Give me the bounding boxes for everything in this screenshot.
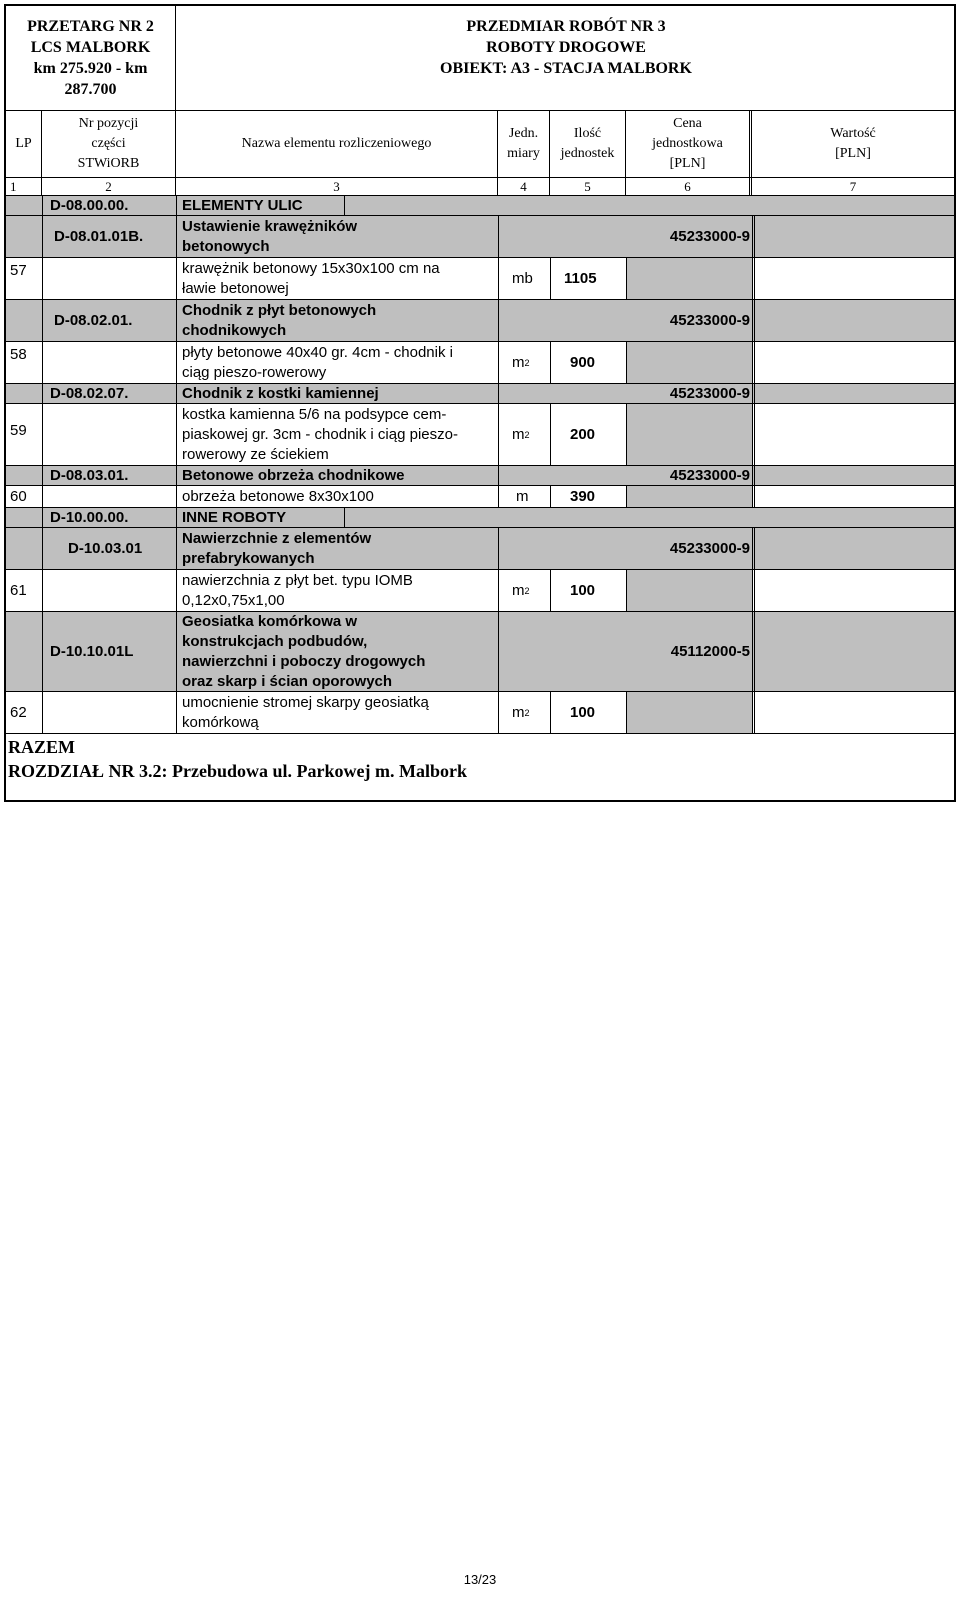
title-line: ROBOTY DROGOWE: [486, 39, 646, 56]
item-description: umocnienie stromej skarpy geosiatką komórkową: [182, 693, 429, 731]
title-line: PRZEDMIAR ROBÓT NR 3: [466, 18, 666, 35]
item-quantity: 100: [570, 704, 596, 721]
item-row: [6, 486, 954, 508]
subsection-row: [6, 466, 954, 486]
item-lp: 57: [10, 262, 27, 279]
title-line: OBIEKT: A3 - STACJA MALBORK: [440, 60, 692, 77]
item-unit: m 2: [512, 582, 530, 599]
subsection-code: D-10.03.01: [68, 540, 143, 557]
unit-price-cell: [627, 404, 752, 465]
item-row: [6, 258, 954, 300]
item-description: nawierzchnia z płyt bet. typu IOMB 0,12x0,75x1,00: [182, 571, 413, 609]
subsection-name: Chodnik z płyt betonowych chodnikowych: [182, 301, 377, 339]
tender-line: LCS MALBORK: [30, 39, 151, 56]
item-description: płyty betonowe 40x40 gr. 4cm - chodnik i ciąg pieszo-rowerowy: [182, 343, 453, 381]
item-row: [6, 692, 954, 734]
cpv-code: 45233000-9: [669, 228, 750, 245]
cpv-code: 45233000-9: [669, 385, 750, 402]
cpv-code: 45233000-9: [669, 467, 750, 484]
razem-label: RAZEM: [8, 737, 75, 757]
column-header-row: [6, 110, 954, 178]
subsection-name: Betonowe obrzeża chodnikowe: [182, 467, 405, 484]
document-title: [178, 6, 954, 110]
item-quantity: 200: [570, 426, 596, 443]
section-code: D-10.00.00.: [50, 509, 129, 526]
item-lp: 62: [10, 704, 27, 721]
col-num: 5: [550, 178, 626, 195]
document-header: [6, 6, 954, 111]
col-num: 3: [176, 178, 498, 195]
item-description: obrzeża betonowe 8x30x100: [182, 488, 374, 505]
subsection-row: [6, 612, 954, 692]
subsection-code: D-08.02.07.: [50, 385, 129, 402]
item-lp: 60: [10, 488, 27, 505]
item-unit: m: [516, 488, 529, 505]
subsection-name: Chodnik z kostki kamiennej: [182, 385, 379, 402]
col-num: 1: [6, 178, 42, 195]
col-nazwa-header: Nazwa elementu rozliczeniowego: [176, 110, 498, 177]
col-jedn-header: Jedn. miary: [498, 110, 550, 177]
col-cena-header: Cena jednostkowa [PLN]: [626, 110, 752, 177]
item-lp: 61: [10, 582, 27, 599]
section-row: [6, 508, 954, 528]
col-num: 4: [498, 178, 550, 195]
subsection-code: D-08.01.01B.: [54, 228, 144, 245]
cpv-code: 45233000-9: [669, 312, 750, 329]
item-lp: 59: [10, 422, 27, 439]
cpv-code: 45233000-9: [669, 540, 750, 557]
section-name: INNE ROBOTY: [182, 509, 287, 526]
col-lp-header: LP: [6, 110, 42, 177]
unit-price-cell: [627, 342, 752, 383]
item-unit: m 2: [512, 704, 530, 721]
section-row: [6, 196, 954, 216]
section-code: D-08.00.00.: [50, 197, 129, 214]
unit-price-cell: [627, 258, 752, 299]
col-num: 2: [42, 178, 176, 195]
subsection-code: D-08.03.01.: [50, 467, 129, 484]
column-number-row: [6, 178, 954, 196]
section-name: ELEMENTY ULIC: [182, 197, 303, 214]
col-num: 7: [849, 178, 857, 194]
chapter-title: ROZDZIAŁ NR 3.2: Przebudowa ul. Parkowej m. Malbork: [8, 761, 467, 781]
item-unit: m 2: [512, 426, 530, 443]
col-nr-header: Nr pozycji części STWiORB: [42, 110, 176, 177]
item-row: [6, 342, 954, 384]
item-row: [6, 570, 954, 612]
page-number: 13/23: [463, 1572, 497, 1587]
subsection-row: [6, 528, 954, 570]
subsection-row: [6, 300, 954, 342]
item-quantity: 1105: [564, 270, 597, 287]
subsection-code: D-08.02.01.: [54, 312, 133, 329]
col-wartosc-header: Wartość [PLN]: [830, 125, 876, 161]
bill-of-quantities-page: [4, 4, 956, 802]
subsection-name: Nawierzchnie z elementów prefabrykowanych: [182, 529, 372, 567]
tender-line: 287.700: [64, 81, 117, 98]
unit-price-cell: [627, 486, 752, 507]
item-lp: 58: [10, 346, 27, 363]
col-ilosc-header: Ilość jednostek: [550, 110, 626, 177]
item-quantity: 100: [570, 582, 596, 599]
item-description: kostka kamienna 5/6 na podsypce cem- piaskowej gr. 3cm - chodnik i ciąg pieszo- rowerowy ze ściekiem: [182, 405, 458, 463]
subsection-name: Ustawienie krawężników betonowych: [182, 217, 358, 255]
tender-line: PRZETARG NR 2: [27, 18, 154, 35]
item-unit: m 2: [512, 354, 530, 371]
subsection-row: [6, 384, 954, 404]
tender-info: [6, 6, 176, 110]
unit-price-cell: [627, 570, 752, 611]
item-row: [6, 404, 954, 466]
subsection-code: D-10.10.01L: [50, 643, 134, 660]
item-unit: mb: [512, 270, 533, 287]
item-description: krawężnik betonowy 15x30x100 cm na ławie betonowej: [182, 259, 440, 297]
unit-price-cell: [627, 692, 752, 733]
item-quantity: 390: [570, 488, 596, 505]
col-num: 6: [626, 178, 752, 195]
subsection-row: [6, 216, 954, 258]
item-quantity: 900: [570, 354, 596, 371]
tender-line: km 275.920 - km: [33, 60, 148, 77]
subsection-name: Geosiatka komórkowa w konstrukcjach podbudów, nawierzchni i poboczy drogowych oraz skarp i ścian oporowych: [182, 612, 426, 690]
cpv-code: 45112000-5: [670, 643, 750, 660]
